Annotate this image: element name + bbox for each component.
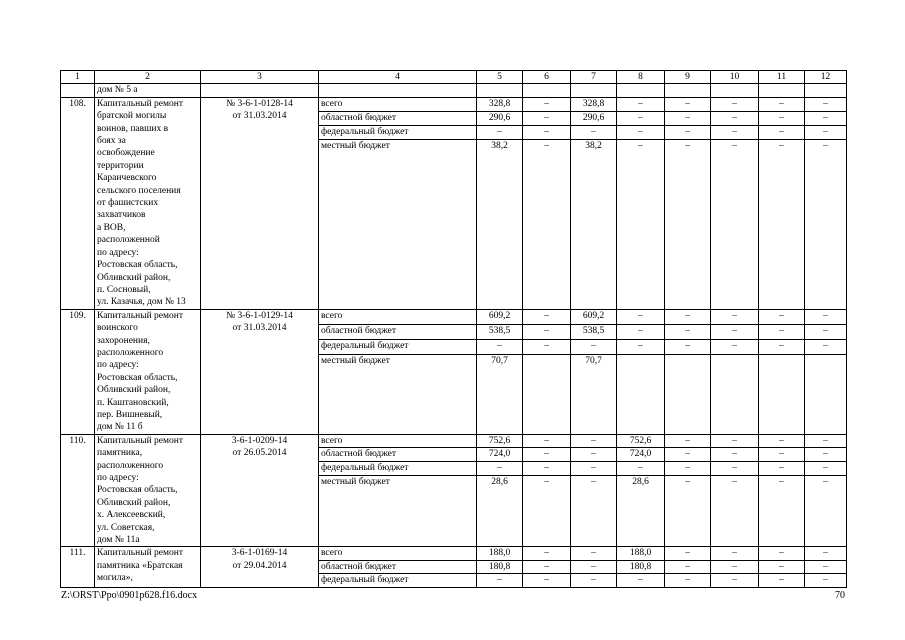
amount-cell: 188,0	[617, 547, 665, 560]
amount-cell: –	[523, 560, 571, 573]
object-line: Ростовская область,	[97, 372, 178, 383]
document-line: 3-6-1-0209-14	[231, 435, 288, 446]
amount-cell	[759, 354, 805, 434]
amount-cell: –	[523, 139, 571, 309]
object-line: ул. Советская,	[97, 522, 155, 533]
document-line: № 3-6-1-0128-14	[226, 98, 293, 109]
amount-cell	[617, 354, 665, 434]
document-reference	[201, 434, 319, 547]
header-cell: 11	[759, 71, 805, 84]
amount-cell	[711, 354, 759, 434]
amount-cell: –	[523, 324, 571, 339]
object-line: Обливский район,	[97, 385, 171, 396]
amount-cell: –	[759, 461, 805, 475]
object-line: захоронения,	[97, 335, 150, 346]
amount-cell: –	[711, 125, 759, 139]
amount-cell: –	[711, 547, 759, 560]
amount-cell: –	[523, 97, 571, 111]
funding-source: федеральный бюджет	[319, 339, 477, 354]
object-line: Ростовская область,	[97, 485, 178, 496]
amount-cell: –	[665, 448, 711, 462]
amount-cell: –	[805, 309, 847, 324]
amount-cell: –	[571, 560, 617, 573]
amount-cell: –	[759, 448, 805, 462]
amount-cell: 70,7	[477, 354, 523, 434]
document-line: № 3-6-1-0129-14	[226, 310, 293, 321]
document-reference	[201, 547, 319, 587]
object-line: а ВОВ,	[97, 222, 126, 233]
item-number: 109.	[61, 309, 95, 434]
amount-cell: –	[805, 139, 847, 309]
object-line: воинов, павших в	[97, 123, 169, 134]
object-line: боях за	[97, 136, 126, 147]
amount-cell: –	[523, 434, 571, 448]
amount-cell: –	[805, 111, 847, 125]
header-cell: 8	[617, 71, 665, 84]
amount-cell: –	[711, 97, 759, 111]
object-line: от фашистских	[97, 198, 159, 209]
amount-cell: –	[665, 324, 711, 339]
object-line: братской могилы	[97, 111, 167, 122]
object-line: памятника,	[97, 448, 143, 459]
amount-cell: 724,0	[617, 448, 665, 462]
amount-cell: 328,8	[571, 97, 617, 111]
amount-cell: –	[617, 461, 665, 475]
item-number: 110.	[61, 434, 95, 547]
funding-source: федеральный бюджет	[319, 574, 477, 587]
object-line: воинского	[97, 323, 138, 334]
amount-cell: –	[523, 448, 571, 462]
amount-cell: 328,8	[477, 97, 523, 111]
amount-cell: –	[523, 111, 571, 125]
amount-cell: –	[617, 309, 665, 324]
amount-cell: 290,6	[571, 111, 617, 125]
amount-cell: –	[617, 339, 665, 354]
object-line: территории	[97, 160, 144, 171]
object-line: п. Каштановский,	[97, 397, 169, 408]
funding-table	[60, 70, 847, 588]
amount-cell: –	[759, 324, 805, 339]
amount-cell: –	[571, 475, 617, 547]
footer-file-path: Z:\ORST\Ppo\0901p628.f16.docx	[61, 590, 198, 601]
amount-cell: –	[665, 434, 711, 448]
object-line: Капитальный ремонт	[97, 548, 184, 559]
amount-cell: –	[711, 560, 759, 573]
object-line: ул. Казачья, дом № 13	[97, 297, 186, 308]
amount-cell: –	[571, 547, 617, 560]
amount-cell: –	[711, 434, 759, 448]
amount-cell: –	[665, 547, 711, 560]
amount-cell: –	[805, 461, 847, 475]
continuation-row	[61, 84, 847, 97]
item-number: 111.	[61, 547, 95, 587]
document-reference	[201, 97, 319, 309]
amount-cell: –	[711, 139, 759, 309]
amount-cell: 188,0	[477, 547, 523, 560]
amount-cell: –	[477, 574, 523, 587]
header-cell: 4	[319, 71, 477, 84]
amount-cell: –	[805, 97, 847, 111]
amount-cell: –	[805, 574, 847, 587]
amount-cell: –	[759, 309, 805, 324]
amount-cell: –	[617, 111, 665, 125]
amount-cell: 609,2	[571, 309, 617, 324]
amount-cell	[523, 354, 571, 434]
amount-cell: –	[759, 97, 805, 111]
amount-cell: –	[477, 461, 523, 475]
amount-cell: –	[571, 448, 617, 462]
source-row	[61, 547, 847, 560]
document-reference	[201, 309, 319, 434]
amount-cell: –	[759, 125, 805, 139]
object-line: х. Алексеевский,	[97, 510, 166, 521]
object-line: захватчиков	[97, 210, 146, 221]
amount-cell: 609,2	[477, 309, 523, 324]
amount-cell: –	[617, 574, 665, 587]
object-line: расположенного	[97, 347, 164, 358]
header-cell: 1	[61, 71, 95, 84]
amount-cell: –	[523, 461, 571, 475]
amount-cell: –	[665, 111, 711, 125]
object-line: расположенного	[97, 460, 164, 471]
object-line: дом № 11а	[97, 535, 140, 546]
object-line: освобождение	[97, 148, 155, 159]
amount-cell: –	[665, 475, 711, 547]
header-cell: 3	[201, 71, 319, 84]
amount-cell: –	[711, 448, 759, 462]
item-number: 108.	[61, 97, 95, 309]
document-line: 3-6-1-0169-14	[231, 548, 288, 559]
object-line: по адресу:	[97, 360, 139, 371]
amount-cell: 752,6	[477, 434, 523, 448]
object-line: пер. Вишневый,	[97, 409, 163, 420]
amount-cell: –	[759, 434, 805, 448]
document-line: от 26.05.2014	[232, 448, 287, 459]
object-description	[95, 434, 201, 547]
object-line: Обливский район,	[97, 497, 171, 508]
amount-cell	[805, 354, 847, 434]
amount-cell: –	[805, 339, 847, 354]
amount-cell: –	[805, 547, 847, 560]
funding-source: всего	[319, 547, 477, 560]
object-line: по адресу:	[97, 247, 139, 258]
header-cell: 9	[665, 71, 711, 84]
amount-cell: –	[711, 475, 759, 547]
amount-cell: –	[711, 339, 759, 354]
funding-source: федеральный бюджет	[319, 461, 477, 475]
object-line: расположенной	[97, 235, 160, 246]
amount-cell: –	[759, 339, 805, 354]
amount-cell: –	[523, 475, 571, 547]
object-line: п. Сосновый,	[97, 284, 151, 295]
funding-source: всего	[319, 434, 477, 448]
amount-cell: 752,6	[617, 434, 665, 448]
source-row	[61, 434, 847, 448]
amount-cell: –	[571, 339, 617, 354]
funding-source: местный бюджет	[319, 354, 477, 434]
amount-cell: 28,6	[617, 475, 665, 547]
amount-cell: –	[477, 339, 523, 354]
amount-cell: –	[805, 560, 847, 573]
header-cell: 6	[523, 71, 571, 84]
amount-cell: –	[523, 339, 571, 354]
amount-cell: 38,2	[571, 139, 617, 309]
amount-cell: –	[665, 139, 711, 309]
header-cell: 5	[477, 71, 523, 84]
document-line: от 29.04.2014	[232, 560, 287, 571]
amount-cell: –	[617, 324, 665, 339]
object-line: Капитальный ремонт	[97, 310, 184, 321]
amount-cell: –	[805, 125, 847, 139]
amount-cell: 38,2	[477, 139, 523, 309]
object-line: памятника «Братская	[97, 560, 183, 571]
amount-cell: –	[711, 111, 759, 125]
amount-cell: –	[477, 125, 523, 139]
document-line: от 31.03.2014	[232, 323, 287, 334]
funding-source: местный бюджет	[319, 475, 477, 547]
continuation-text: дом № 5 а	[95, 84, 201, 97]
header-cell: 7	[571, 71, 617, 84]
object-line: Ростовская область,	[97, 260, 178, 271]
funding-source: областной бюджет	[319, 560, 477, 573]
object-line: Караичевского	[97, 173, 157, 184]
amount-cell: 538,5	[477, 324, 523, 339]
funding-source: всего	[319, 97, 477, 111]
amount-cell: –	[523, 574, 571, 587]
amount-cell: –	[571, 574, 617, 587]
object-line: по адресу:	[97, 473, 139, 483]
amount-cell: –	[711, 461, 759, 475]
amount-cell: –	[665, 560, 711, 573]
amount-cell: –	[711, 324, 759, 339]
funding-source: всего	[319, 309, 477, 324]
header-row	[61, 71, 847, 84]
amount-cell: –	[665, 309, 711, 324]
amount-cell: –	[523, 125, 571, 139]
object-line: Капитальный ремонт	[97, 435, 184, 446]
object-line: Капитальный ремонт	[97, 98, 184, 109]
object-description	[95, 97, 201, 309]
amount-cell: –	[617, 125, 665, 139]
header-cell: 12	[805, 71, 847, 84]
amount-cell: –	[617, 97, 665, 111]
funding-source: областной бюджет	[319, 111, 477, 125]
amount-cell: –	[617, 139, 665, 309]
amount-cell: –	[805, 324, 847, 339]
amount-cell: 28,6	[477, 475, 523, 547]
funding-source: областной бюджет	[319, 448, 477, 462]
object-line: сельского поселения	[97, 185, 181, 196]
object-description	[95, 309, 201, 434]
amount-cell: –	[759, 111, 805, 125]
amount-cell: –	[665, 97, 711, 111]
amount-cell: –	[571, 434, 617, 448]
document-line: от 31.03.2014	[232, 111, 287, 122]
amount-cell: –	[665, 574, 711, 587]
amount-cell: –	[665, 125, 711, 139]
header-cell: 2	[95, 71, 201, 84]
amount-cell	[665, 354, 711, 434]
source-row	[61, 97, 847, 111]
amount-cell: –	[805, 475, 847, 547]
amount-cell: –	[665, 461, 711, 475]
amount-cell: –	[759, 139, 805, 309]
amount-cell: 724,0	[477, 448, 523, 462]
amount-cell: 70,7	[571, 354, 617, 434]
amount-cell: –	[665, 339, 711, 354]
amount-cell: –	[711, 309, 759, 324]
funding-source: областной бюджет	[319, 324, 477, 339]
funding-source: федеральный бюджет	[319, 125, 477, 139]
amount-cell: –	[759, 560, 805, 573]
amount-cell: –	[759, 475, 805, 547]
object-description	[95, 547, 201, 587]
object-line: могила»,	[97, 573, 133, 584]
amount-cell: –	[759, 547, 805, 560]
amount-cell: –	[523, 547, 571, 560]
amount-cell: –	[805, 448, 847, 462]
amount-cell: –	[523, 309, 571, 324]
amount-cell: –	[571, 125, 617, 139]
funding-source: местный бюджет	[319, 139, 477, 309]
amount-cell: –	[711, 574, 759, 587]
header-cell: 10	[711, 71, 759, 84]
amount-cell: –	[805, 434, 847, 448]
amount-cell: –	[571, 461, 617, 475]
object-line: Обливский район,	[97, 272, 171, 283]
page-number: 70	[835, 590, 845, 601]
source-row	[61, 309, 847, 324]
amount-cell: –	[759, 574, 805, 587]
amount-cell: 180,8	[477, 560, 523, 573]
amount-cell: 290,6	[477, 111, 523, 125]
amount-cell: 538,5	[571, 324, 617, 339]
object-line: дом № 11 б	[97, 422, 143, 433]
amount-cell: 180,8	[617, 560, 665, 573]
